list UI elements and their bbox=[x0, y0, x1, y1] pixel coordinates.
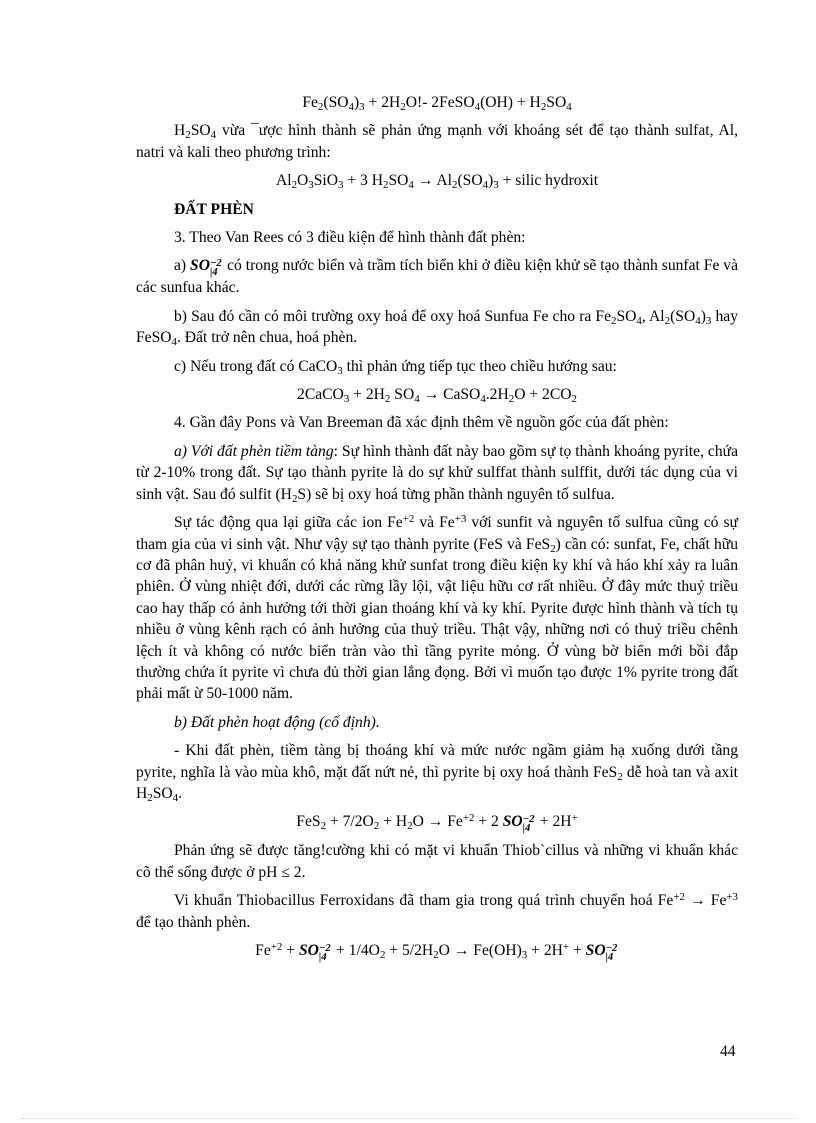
paragraph bbox=[136, 120, 738, 163]
subscript: 2 bbox=[617, 770, 623, 783]
text-run: SO bbox=[152, 784, 173, 802]
text-run: a) Với đất phèn tiềm tàng bbox=[174, 442, 334, 460]
text-run: . bbox=[178, 784, 183, 802]
text-run: thì phản ứng tiếp tục theo chiều hướng sau: bbox=[342, 357, 617, 375]
text-run: SO bbox=[298, 942, 319, 959]
text-run: SO bbox=[616, 307, 637, 325]
subscript: 3 bbox=[521, 949, 528, 961]
text-run: FeS bbox=[296, 813, 321, 831]
text-run: Sự tác động qua lại giữa các ion Fe bbox=[174, 514, 403, 532]
paragraph bbox=[136, 441, 738, 505]
text-run: SO bbox=[190, 122, 211, 140]
paragraph bbox=[136, 255, 738, 298]
text-run: SO bbox=[585, 942, 606, 959]
text-run: + 3 H bbox=[343, 172, 384, 190]
text-run: . Đất trở nên chua, hoá phèn. bbox=[176, 329, 358, 347]
subscript: 2 bbox=[379, 949, 386, 961]
text-run: ĐẤT PHÈN bbox=[174, 200, 254, 218]
text-run: O → Fe(OH) bbox=[438, 942, 522, 959]
text-run: + 2H bbox=[527, 942, 563, 959]
text-run: Vi khuẩn Thiobacillus Ferroxidans đã tham gia trong quá trình chuyển hoá Fe bbox=[174, 892, 674, 910]
text-run: + 2H bbox=[349, 386, 385, 404]
text-run: H bbox=[174, 122, 186, 140]
text-run: a) bbox=[174, 257, 191, 275]
text-run: ) bbox=[353, 94, 360, 111]
text-run: .2H bbox=[485, 386, 509, 404]
text-run: SiO bbox=[313, 172, 339, 190]
subscript: 4 bbox=[172, 791, 179, 804]
subscript: 3 bbox=[337, 364, 343, 377]
ion-charge-index: −2|4 bbox=[209, 258, 222, 279]
superscript: +3 bbox=[726, 891, 738, 904]
text-run: → Al bbox=[413, 172, 452, 190]
paragraph bbox=[136, 740, 738, 804]
text-run: c) Nếu trong đất có CaCO bbox=[174, 357, 338, 375]
text-run: b) Đất phèn hoạt động (cố định). bbox=[174, 713, 380, 731]
text-run: SO bbox=[190, 257, 210, 275]
text-run: (SO bbox=[457, 172, 483, 190]
text-run: + 7/2O bbox=[326, 813, 374, 831]
page-number: 44 bbox=[720, 1043, 736, 1060]
subscript: 3 bbox=[338, 179, 344, 192]
subscript: 2 bbox=[317, 101, 324, 113]
superscript: +3 bbox=[454, 513, 467, 526]
subscript: 4 bbox=[695, 314, 701, 327]
text-run: và Fe bbox=[414, 514, 455, 532]
subscript: 4 bbox=[210, 129, 217, 142]
text-run: hay FeSO bbox=[136, 307, 738, 347]
superscript: +2 bbox=[673, 891, 685, 904]
text-run: b) Sau đó cần có môi trường oxy hoá để oxy hoá Sunfua Fe cho ra Fe bbox=[174, 307, 612, 325]
text-run: O!- 2FeSO bbox=[405, 94, 475, 111]
paragraph bbox=[136, 306, 738, 349]
subscript: 4 bbox=[636, 314, 642, 327]
subscript: 3 bbox=[308, 179, 314, 192]
text-run: Fe bbox=[302, 94, 318, 111]
subscript: 3 bbox=[705, 314, 712, 327]
text-run: ) bbox=[700, 307, 706, 325]
text-run: + H bbox=[379, 813, 408, 831]
subscript: 4 bbox=[408, 179, 414, 192]
text-run: S) sẽ bị oxy hoá từng phần thành nguyên tố sulfua. bbox=[297, 485, 615, 503]
text-run: Fe bbox=[255, 942, 271, 959]
subscript: 2 bbox=[320, 820, 327, 833]
subscript: 2 bbox=[373, 820, 380, 833]
ion-charge-index: −2|4 bbox=[605, 943, 618, 963]
equation bbox=[136, 384, 738, 405]
subscript: 2 bbox=[571, 393, 577, 406]
subscript: 4 bbox=[566, 101, 572, 113]
text-run: + 1/4O bbox=[332, 942, 380, 959]
text-run: 3. Theo Van Rees có 3 điều kiện để hình thành đất phèn: bbox=[174, 229, 526, 247]
subscript: 2 bbox=[291, 492, 298, 505]
text-run: O bbox=[297, 172, 309, 190]
text-run: + 2H bbox=[364, 94, 401, 111]
subscript: 2 bbox=[550, 542, 556, 555]
text-run: Al bbox=[275, 172, 292, 190]
superscript: + bbox=[562, 941, 570, 953]
superscript: +2 bbox=[402, 513, 415, 526]
subscript: 2 bbox=[147, 791, 153, 804]
subscript: 4 bbox=[474, 101, 481, 113]
text-run: (SO bbox=[323, 94, 349, 111]
subscript: 2 bbox=[384, 393, 391, 406]
text-run: - Khi đất phèn, tiềm tàng bị thoáng khí và mức nước ngầm giảm hạ xuống dưới tầng pyrite, nghĩa là vào mùa khô, mặt đất nứt nẻ, thì pyrite bị oxy hoá thành FeS bbox=[136, 742, 738, 781]
text-run: có trong nước biển và trầm tích biển khi ở điều kiện khử sẽ tạo thành sunfat Fe và các sunfua khác. bbox=[136, 257, 738, 297]
text-run: : Sự hình thành đất này bao gồm sự tọ thành khoáng pyrite, chứa từ 2-10% trong đất. Sự tạo thành pyrite là do sự khử sulffat thành sulffit, dưới tác dụng của vi sinh vật. Sau đó sulfit (H bbox=[136, 442, 738, 503]
superscript: +2 bbox=[270, 941, 283, 953]
subscript: 2 bbox=[611, 314, 617, 327]
text-run: O + 2CO bbox=[514, 386, 572, 404]
paragraph bbox=[136, 412, 738, 433]
text-run: Phản ứng sẽ được tăng!cường khi có mặt vi khuẩn Thiob`cillus và những vi khuẩn khác cõ thể sống được ở pH ≤ 2. bbox=[136, 842, 738, 881]
subscript: 3 bbox=[359, 101, 365, 113]
subscript: 4 bbox=[348, 101, 354, 113]
text-run: 2CaCO bbox=[297, 386, 344, 404]
paragraph bbox=[136, 227, 738, 248]
subscript: 4 bbox=[482, 179, 489, 192]
section-heading bbox=[136, 199, 738, 220]
superscript: +2 bbox=[462, 812, 475, 825]
text-run: SO bbox=[502, 813, 523, 831]
text-run: → Fe bbox=[684, 892, 727, 910]
ion-charge-index: −2|4 bbox=[318, 943, 331, 963]
text-run: ) cần có: sunfat, Fe, chất hữu cơ đã phân huỷ, vi khuẩn có khả năng khử sunfat trong điều kiện ky khí và háo khí xảy ra luân phiên. Ở vùng nhiệt đới, dưới các rừng lầy lội, vật liệu hữu cơ rất nhiều. Ở đây mức thuỷ triều cao hay thấp có ảnh hưởng tới thời gian thoáng khí và ky khí. Pyrite được hình thành và tích tụ nhiều ở vùng kênh rạch có ảnh hưởng của thuỷ triều. Thật vậy, những nơi có thuỷ triều chênh lệch ít và không có nước biển tràn vào thì tầng pyrite mỏng. Ở vùng bờ biển mới bồi đắp thường chứa ít pyrite vì chưa đủ thời gian lắng đọng. Bởi vì muốn tạo được 1% pyrite trong đất phải mất ừ 50-1000 năm. bbox=[136, 535, 738, 703]
subscript: 2 bbox=[433, 949, 439, 961]
paragraph bbox=[136, 512, 738, 705]
text-run: vừa ¯ược hình thành sẽ phản ứng mạnh với khoáng sét để tạo thành sulfat, Al, natri và kali theo phương trình: bbox=[136, 122, 738, 161]
subscript: 4 bbox=[171, 336, 177, 349]
text-run: , Al bbox=[641, 307, 665, 325]
subscript: 3 bbox=[493, 179, 499, 192]
text-run: (SO bbox=[670, 307, 696, 325]
text-run: O → Fe bbox=[412, 813, 463, 831]
paragraph bbox=[136, 712, 738, 733]
subscript: 2 bbox=[185, 129, 191, 142]
subscript: 2 bbox=[291, 179, 298, 192]
text-run: SO bbox=[390, 386, 415, 404]
paragraph bbox=[136, 840, 738, 883]
equation bbox=[136, 170, 738, 191]
subscript: 2 bbox=[540, 101, 547, 113]
superscript: + bbox=[571, 812, 578, 825]
text-run: (OH) + H bbox=[480, 94, 541, 111]
text-run: + 5/2H bbox=[385, 942, 434, 959]
text-run: 4. Gần đây Pons và Van Breeman đã xác định thêm về nguồn gốc của đất phèn: bbox=[174, 414, 669, 432]
subscript: 2 bbox=[383, 179, 389, 192]
equation bbox=[136, 940, 738, 962]
text-run: để tạo thành phèn. bbox=[136, 913, 251, 931]
page-bottom-divider bbox=[20, 1118, 796, 1119]
text-run: + 2H bbox=[535, 813, 572, 831]
text-run: + silic hydroxit bbox=[498, 172, 599, 190]
text-run: SO bbox=[388, 172, 409, 190]
subscript: 2 bbox=[508, 393, 515, 406]
subscript: 2 bbox=[452, 179, 458, 192]
subscript: 2 bbox=[407, 820, 413, 833]
text-run: + bbox=[282, 942, 299, 959]
text-run: → CaSO bbox=[419, 386, 481, 404]
equation bbox=[136, 811, 738, 833]
subscript: 4 bbox=[480, 393, 486, 406]
ion-charge-index: −2|4 bbox=[522, 814, 535, 835]
paragraph bbox=[136, 890, 738, 933]
text-run: + 2 bbox=[474, 813, 503, 831]
subscript: 3 bbox=[343, 393, 350, 406]
paragraph bbox=[136, 356, 738, 377]
equation bbox=[136, 92, 738, 113]
text-run: với sunfit và nguyên tố sulfua cũng có sự tham gia của vi sinh vật. Như vậy sự tạo thành pyrite (FeS và FeS bbox=[136, 514, 739, 553]
text-run: ) bbox=[488, 172, 494, 190]
subscript: 2 bbox=[400, 101, 406, 113]
subscript: 2 bbox=[664, 314, 671, 327]
document-body bbox=[136, 92, 738, 969]
subscript: 4 bbox=[414, 393, 420, 406]
text-run: SO bbox=[546, 94, 567, 111]
text-run: dễ hoà tan và axit H bbox=[136, 763, 738, 802]
text-run: + bbox=[569, 942, 586, 959]
